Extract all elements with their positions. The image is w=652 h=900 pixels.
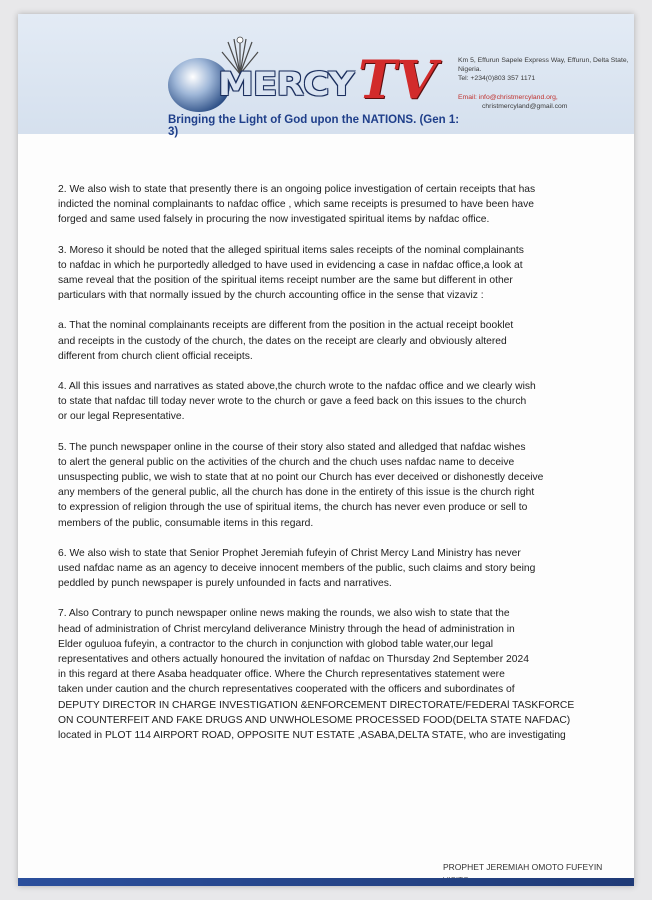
paragraph-3a: a. That the nominal complainants receipts are different from the position in the actual receipt booklet and receipts in the custody of the church, the dates on the receipt are clearly and obviously altered different from church client official receipts. — [58, 320, 514, 362]
paragraph-7: 7. Also Contrary to punch newspaper online news making the rounds, we also wish to state that the head of administration of Christ mercyland deliverance Ministry through the head of administration in Elder oguluoa fufeyin, a contractor to the church in conjunction with globod table water,our legal representatives and others actually honoured the invitation of nafdac on Thursday 2nd September 2024 in this regard at there Asaba headquater office. Where the Church representatives statement were taken under caution and the church representatives cooperated with the officers and subordinates of DEPUTY DIRECTOR IN CHARGE INVESTIGATION &ENFORCEMENT DIRECTORATE/FEDERAl TASKFORCE ON COUNTERFEIT AND FAKE DRUGS AND UNWHOLESOME PROCESSED FOOD(DELTA STATE NAFDAC) located in PLOT 114 AIRPORT ROAD, OPPOSITE NUT ESTATE ,ASABA,DELTA STATE, who are investigating — [58, 608, 575, 742]
paragraph-3: 3. Moreso it should be noted that the alleged spiritual items sales receipts of the nominal complainants to nafdac in which he purportedly alledged to have used in evidencing a case in nafdac office,a look at same reveal that the position of the spiritual items receipt number are the same but different in other particulars with that normally issued by the church accounting office in the sense that vizaviz : — [58, 244, 524, 302]
address: Km 5, Effurun Sapele Express Way, Effurun, Delta State, Nigeria. — [458, 57, 629, 73]
tagline: Bringing the Light of God upon the NATIONS. (Gen 1: 3) — [168, 114, 460, 138]
logo-tv-text: TV — [358, 50, 438, 111]
footer-band — [18, 878, 634, 886]
letterhead — [18, 14, 634, 138]
telephone: Tel: +234(0)803 357 1171 — [458, 75, 536, 82]
paragraph-2: 2. We also wish to state that presently there is an ongoing police investigation of certain receipts that has indicted the nominal complainants to nafdac office , which same receipts is presumed to have been have forged and same used falsely in procuring the now investigated spiritual items by nafdac office. — [58, 184, 536, 226]
paragraph-6: 6. We also wish to state that Senior Prophet Jeremiah fufeyin of Christ Mercy Land Ministry has never used nafdac name as an agency to deceive innocent members of the public, such claims and story being peddled by punch newspaper is purely unfounded in facts and narratives. — [58, 547, 536, 590]
signature-name: PROPHET JEREMIAH OMOTO FUFEYIN — [443, 862, 603, 872]
paragraph-4: 4. All this issues and narratives as stated above,the church wrote to the nafdac office and we clearly wish to state that nafdac till today never wrote to the church or gave a feed back on this issues to the church or our legal Representative. — [58, 381, 536, 423]
email-primary: Email: info@christmercyland.org, — [458, 94, 558, 101]
paragraph-5: 5. The punch newspaper online in the course of their story also stated and alledged that nafdac wishes to alert the general public on the activities of the church and the chuch uses nafdac name to deceive unsuspecting public, we wish to state that at no point our Church has ever deceived or dishonestly deceive any members of the general public, all the church has done in the entirety of this issue is the church right to expression of religion through the use of spiritual items, the church has never even produce or sell to members of the public, consumable items in this regard. — [58, 441, 544, 529]
letter-body — [58, 182, 598, 758]
logo-mercy-text: MERCY — [218, 66, 354, 103]
contact-block — [458, 56, 630, 111]
email-secondary: christmercyland@gmail.com — [482, 103, 568, 110]
letter-page — [18, 14, 634, 886]
